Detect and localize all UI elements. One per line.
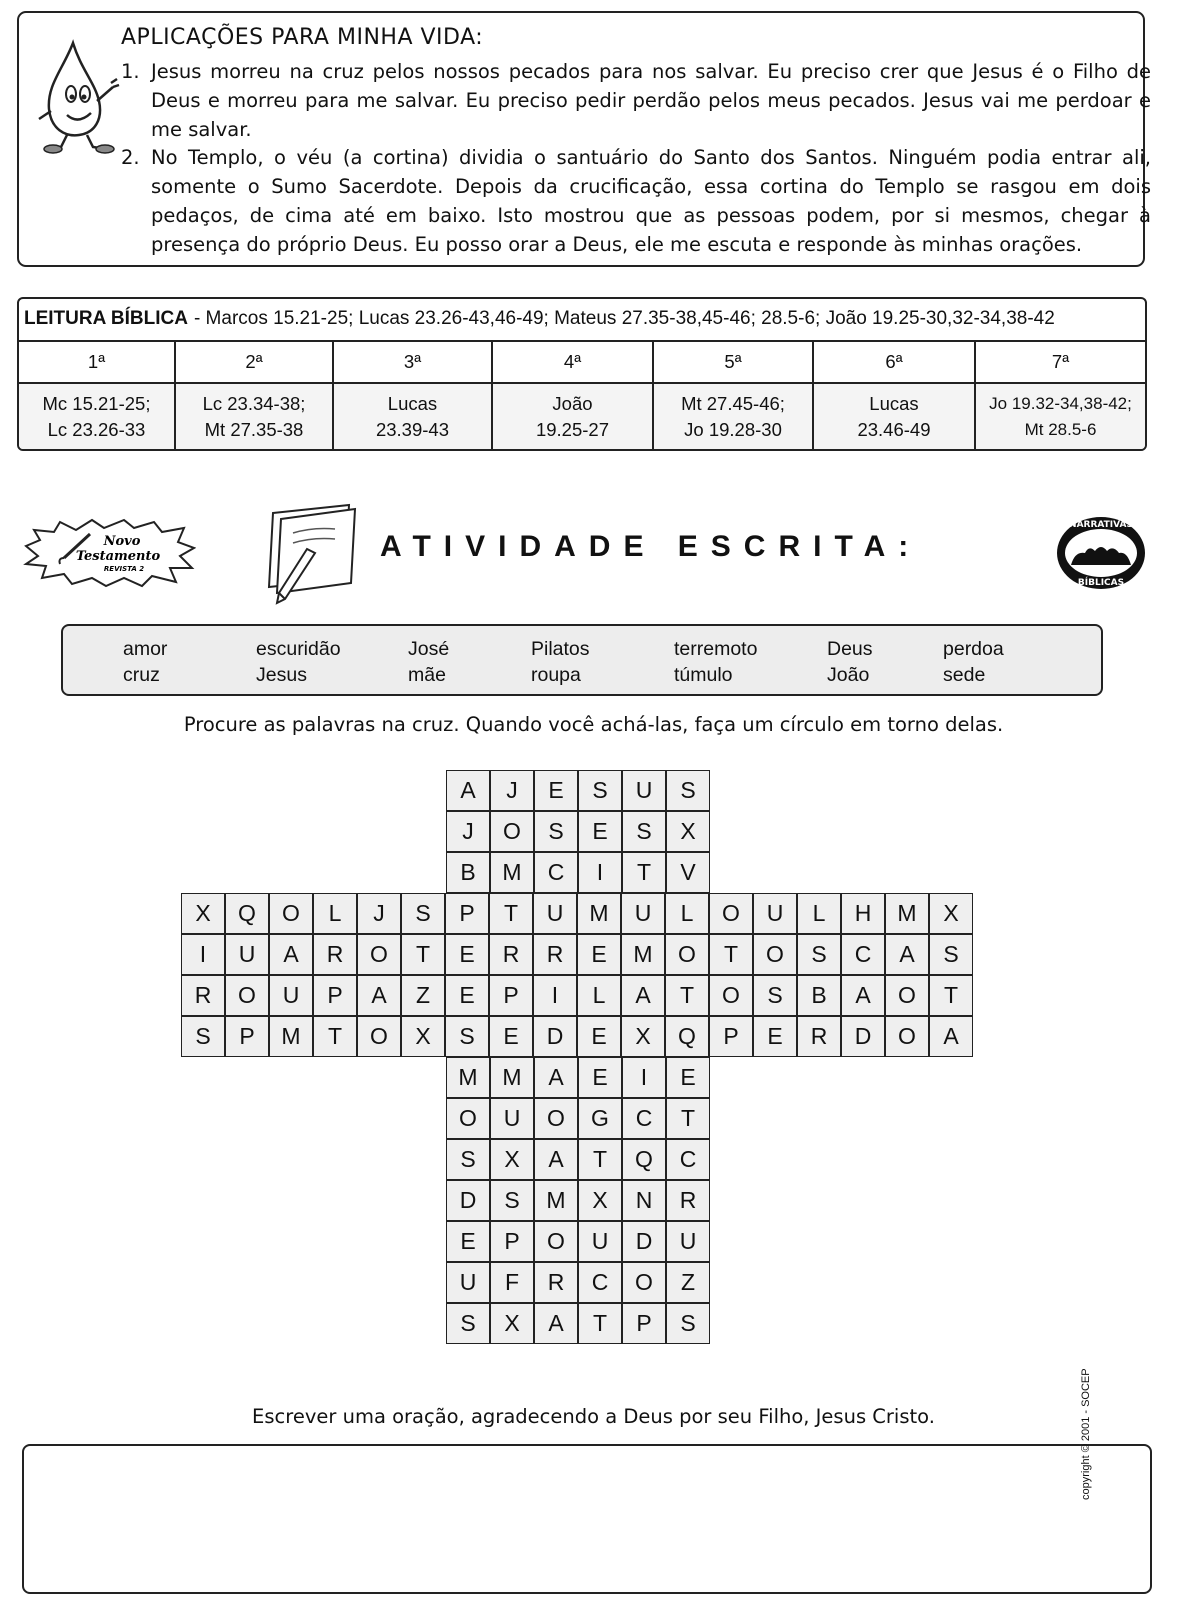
puzzle-cell[interactable]: D bbox=[841, 1016, 885, 1057]
day-cell: 4ª bbox=[493, 342, 654, 382]
puzzle-cell[interactable]: E bbox=[534, 770, 578, 811]
puzzle-cell[interactable]: T bbox=[578, 1303, 622, 1344]
puzzle-cell[interactable]: I bbox=[622, 1057, 666, 1098]
puzzle-cell[interactable]: X bbox=[929, 893, 973, 934]
puzzle-cell[interactable]: X bbox=[181, 893, 225, 934]
water-drop-mascot-icon bbox=[33, 39, 123, 154]
puzzle-cell[interactable]: E bbox=[489, 1016, 533, 1057]
puzzle-cell[interactable]: M bbox=[269, 1016, 313, 1057]
puzzle-cell[interactable]: M bbox=[490, 852, 534, 893]
puzzle-cell[interactable]: X bbox=[401, 1016, 445, 1057]
puzzle-cell[interactable]: U bbox=[490, 1098, 534, 1139]
puzzle-cell[interactable]: M bbox=[446, 1057, 490, 1098]
puzzle-cell[interactable]: O bbox=[357, 934, 401, 975]
puzzle-cell[interactable]: Q bbox=[665, 1016, 709, 1057]
applications-box bbox=[17, 11, 1151, 267]
puzzle-cell[interactable]: O bbox=[269, 893, 313, 934]
puzzle-cell[interactable]: S bbox=[666, 770, 710, 811]
reading-references-row bbox=[19, 384, 1145, 450]
word-bank-word: sede bbox=[943, 664, 986, 686]
reading-passages: - Marcos 15.21-25; Lucas 23.26-43,46-49; Mateus 27.35-38,45-46; 28.5-6; João 19.25-30,32-34,38-42 bbox=[193, 308, 1055, 329]
puzzle-cell[interactable]: U bbox=[269, 975, 313, 1016]
prayer-instruction: Escrever uma oração, agradecendo a Deus por seu Filho, Jesus Cristo. bbox=[252, 1405, 935, 1428]
puzzle-cell[interactable]: S bbox=[401, 893, 445, 934]
puzzle-cell[interactable]: I bbox=[578, 852, 622, 893]
puzzle-cell[interactable]: J bbox=[357, 893, 401, 934]
puzzle-cell[interactable]: J bbox=[490, 770, 534, 811]
puzzle-cell[interactable]: Q bbox=[225, 893, 269, 934]
puzzle-cell[interactable]: R bbox=[489, 934, 533, 975]
puzzle-cell[interactable]: S bbox=[534, 811, 578, 852]
puzzle-cell[interactable]: G bbox=[578, 1098, 622, 1139]
word-bank-word: Deus bbox=[827, 638, 873, 660]
puzzle-cell[interactable]: U bbox=[225, 934, 269, 975]
puzzle-cell[interactable]: Q bbox=[622, 1139, 666, 1180]
puzzle-cell[interactable]: S bbox=[666, 1303, 710, 1344]
puzzle-cell[interactable]: A bbox=[534, 1303, 578, 1344]
logo-top-text: NARRATIVAS bbox=[1069, 520, 1133, 530]
application-item bbox=[121, 143, 1153, 263]
puzzle-cell[interactable]: T bbox=[929, 975, 973, 1016]
puzzle-cell[interactable]: E bbox=[578, 1057, 622, 1098]
word-bank-word: amor bbox=[123, 638, 168, 660]
puzzle-cell[interactable]: E bbox=[445, 934, 489, 975]
puzzle-cell[interactable]: A bbox=[929, 1016, 973, 1057]
puzzle-cell[interactable]: P bbox=[490, 1221, 534, 1262]
puzzle-cell[interactable]: E bbox=[577, 1016, 621, 1057]
puzzle-cell[interactable]: O bbox=[446, 1098, 490, 1139]
puzzle-cell[interactable]: T bbox=[665, 975, 709, 1016]
puzzle-cell[interactable]: T bbox=[578, 1139, 622, 1180]
puzzle-cell[interactable]: S bbox=[446, 1303, 490, 1344]
puzzle-cell[interactable]: L bbox=[665, 893, 709, 934]
puzzle-cell[interactable]: U bbox=[446, 1262, 490, 1303]
puzzle-cell[interactable]: E bbox=[753, 1016, 797, 1057]
badge-line1: Novo bbox=[103, 534, 141, 549]
reading-days-row bbox=[19, 342, 1145, 384]
puzzle-cell[interactable]: O bbox=[534, 1221, 578, 1262]
puzzle-cell[interactable]: M bbox=[885, 893, 929, 934]
reference-cell: Lucas 23.46-49 bbox=[814, 384, 976, 450]
puzzle-cell[interactable]: B bbox=[797, 975, 841, 1016]
puzzle-cell[interactable]: U bbox=[533, 893, 577, 934]
puzzle-cell[interactable]: D bbox=[533, 1016, 577, 1057]
puzzle-cell[interactable]: S bbox=[929, 934, 973, 975]
puzzle-cell[interactable]: X bbox=[666, 811, 710, 852]
puzzle-cell[interactable]: O bbox=[665, 934, 709, 975]
puzzle-cell[interactable]: T bbox=[401, 934, 445, 975]
puzzle-cell[interactable]: R bbox=[313, 934, 357, 975]
puzzle-cell[interactable]: P bbox=[445, 893, 489, 934]
puzzle-cell[interactable]: N bbox=[622, 1180, 666, 1221]
badge-line3: REVISTA 2 bbox=[103, 565, 145, 573]
puzzle-cell[interactable]: A bbox=[885, 934, 929, 975]
puzzle-cell[interactable]: E bbox=[445, 975, 489, 1016]
reference-cell: Lucas 23.39-43 bbox=[334, 384, 493, 450]
puzzle-cell[interactable]: S bbox=[578, 770, 622, 811]
reference-cell: Mt 27.45-46; Jo 19.28-30 bbox=[654, 384, 814, 450]
word-bank bbox=[61, 624, 1103, 696]
paper-pencil-icon bbox=[263, 503, 361, 607]
puzzle-cell[interactable]: O bbox=[709, 893, 753, 934]
puzzle-cell[interactable]: M bbox=[490, 1057, 534, 1098]
puzzle-cell[interactable]: O bbox=[225, 975, 269, 1016]
puzzle-cell[interactable]: P bbox=[709, 1016, 753, 1057]
reference-cell: João 19.25-27 bbox=[493, 384, 654, 450]
puzzle-cell[interactable]: E bbox=[666, 1057, 710, 1098]
puzzle-cell[interactable]: A bbox=[534, 1139, 578, 1180]
puzzle-cell[interactable]: R bbox=[797, 1016, 841, 1057]
puzzle-cell[interactable]: U bbox=[666, 1221, 710, 1262]
puzzle-cell[interactable]: T bbox=[666, 1098, 710, 1139]
narrativas-biblicas-logo bbox=[1055, 513, 1147, 593]
puzzle-cell[interactable]: O bbox=[753, 934, 797, 975]
day-cell: 7ª bbox=[1051, 351, 1070, 372]
puzzle-cell[interactable]: O bbox=[885, 975, 929, 1016]
logo-bottom-text: BÍBLICAS bbox=[1077, 578, 1125, 588]
word-bank-word: José bbox=[408, 638, 450, 660]
puzzle-cell[interactable]: O bbox=[490, 811, 534, 852]
reading-header bbox=[19, 299, 1145, 342]
word-bank-word: escuridão bbox=[256, 638, 341, 660]
puzzle-cell[interactable]: S bbox=[181, 1016, 225, 1057]
day-cell: 1ª bbox=[19, 342, 176, 382]
puzzle-cell[interactable]: A bbox=[534, 1057, 578, 1098]
day-cell: 5ª bbox=[654, 342, 814, 382]
word-bank-word: João bbox=[827, 664, 870, 686]
puzzle-cell[interactable]: E bbox=[578, 811, 622, 852]
puzzle-cell[interactable]: X bbox=[621, 1016, 665, 1057]
prayer-writing-area[interactable] bbox=[22, 1444, 1152, 1594]
puzzle-cell[interactable]: R bbox=[666, 1180, 710, 1221]
puzzle-cell[interactable]: I bbox=[533, 975, 577, 1016]
puzzle-cell[interactable]: U bbox=[753, 893, 797, 934]
puzzle-cell[interactable]: P bbox=[489, 975, 533, 1016]
puzzle-cell[interactable]: E bbox=[577, 934, 621, 975]
puzzle-cell[interactable]: S bbox=[490, 1180, 534, 1221]
puzzle-cell[interactable]: R bbox=[181, 975, 225, 1016]
applications-title: APLICAÇÕES PARA MINHA VIDA: bbox=[121, 25, 484, 50]
activity-title: ATIVIDADE ESCRITA: bbox=[380, 530, 922, 563]
puzzle-cell[interactable]: A bbox=[621, 975, 665, 1016]
item-text: Jesus morreu na cruz pelos nossos pecados para nos salvar. Eu preciso crer que Jesus é o Filho de Deus e morreu para me salvar. Eu preciso pedir perdão pelos meus pecados. Jesus vai me perdoar e me salvar. bbox=[151, 60, 1151, 141]
puzzle-cell[interactable]: O bbox=[622, 1262, 666, 1303]
puzzle-cell[interactable]: P bbox=[313, 975, 357, 1016]
puzzle-cell[interactable]: D bbox=[446, 1180, 490, 1221]
puzzle-cell[interactable]: E bbox=[446, 1221, 490, 1262]
item-number: 1. bbox=[121, 60, 140, 83]
puzzle-cell[interactable]: O bbox=[885, 1016, 929, 1057]
puzzle-cell[interactable]: A bbox=[357, 975, 401, 1016]
word-bank-word: terremoto bbox=[674, 638, 758, 660]
puzzle-cell[interactable]: S bbox=[446, 1139, 490, 1180]
word-bank-word: cruz bbox=[123, 664, 160, 686]
puzzle-cell[interactable]: R bbox=[533, 934, 577, 975]
puzzle-cell[interactable]: M bbox=[621, 934, 665, 975]
puzzle-cell[interactable]: U bbox=[578, 1221, 622, 1262]
application-item bbox=[121, 57, 1153, 147]
word-bank-word: mãe bbox=[408, 664, 446, 686]
reference-cell: Lc 23.34-38; Mt 27.35-38 bbox=[176, 384, 334, 450]
puzzle-cell[interactable]: L bbox=[313, 893, 357, 934]
puzzle-cell[interactable]: O bbox=[357, 1016, 401, 1057]
puzzle-cell[interactable]: D bbox=[622, 1221, 666, 1262]
day-cell: 6ª bbox=[814, 342, 976, 382]
puzzle-cell[interactable]: O bbox=[534, 1098, 578, 1139]
puzzle-cell[interactable]: V bbox=[666, 852, 710, 893]
puzzle-cell[interactable]: X bbox=[578, 1180, 622, 1221]
puzzle-cell[interactable]: T bbox=[709, 934, 753, 975]
puzzle-cell[interactable]: U bbox=[622, 770, 666, 811]
novo-testamento-badge bbox=[20, 518, 196, 588]
reference-cell: Mc 15.21-25; Lc 23.26-33 bbox=[19, 384, 176, 450]
puzzle-cell[interactable]: C bbox=[841, 934, 885, 975]
word-bank-word: Pilatos bbox=[531, 638, 590, 660]
puzzle-cell[interactable]: Z bbox=[666, 1262, 710, 1303]
puzzle-cell[interactable]: M bbox=[534, 1180, 578, 1221]
puzzle-cell[interactable]: A bbox=[841, 975, 885, 1016]
puzzle-cell[interactable]: I bbox=[181, 934, 225, 975]
puzzle-cell[interactable]: C bbox=[622, 1098, 666, 1139]
puzzle-cell[interactable]: J bbox=[446, 811, 490, 852]
puzzle-cell[interactable]: T bbox=[622, 852, 666, 893]
copyright-notice: copyright © 2001 - SOCEP bbox=[1080, 1368, 1092, 1500]
day-cell: 3ª bbox=[334, 342, 493, 382]
reading-label: LEITURA BÍBLICA bbox=[24, 308, 188, 329]
puzzle-cell[interactable]: T bbox=[313, 1016, 357, 1057]
puzzle-cell[interactable]: L bbox=[577, 975, 621, 1016]
word-bank-word: túmulo bbox=[674, 664, 733, 686]
puzzle-cell[interactable]: Z bbox=[401, 975, 445, 1016]
item-number: 2. bbox=[121, 146, 140, 169]
puzzle-cell[interactable]: S bbox=[753, 975, 797, 1016]
puzzle-cell[interactable]: P bbox=[225, 1016, 269, 1057]
puzzle-cell[interactable]: M bbox=[577, 893, 621, 934]
puzzle-cell[interactable]: X bbox=[490, 1139, 534, 1180]
puzzle-cell[interactable]: S bbox=[445, 1016, 489, 1057]
reference-cell: Jo 19.32-34,38-42; Mt 28.5-6 bbox=[976, 384, 1145, 450]
puzzle-cell[interactable]: A bbox=[269, 934, 313, 975]
puzzle-instruction: Procure as palavras na cruz. Quando você achá-las, faça um círculo em torno delas. bbox=[183, 713, 1004, 736]
puzzle-cell[interactable]: P bbox=[622, 1303, 666, 1344]
puzzle-cell[interactable]: S bbox=[622, 811, 666, 852]
puzzle-cell[interactable]: R bbox=[534, 1262, 578, 1303]
bible-reading-table bbox=[17, 297, 1147, 451]
puzzle-cell[interactable]: L bbox=[797, 893, 841, 934]
word-bank-word: roupa bbox=[531, 664, 581, 686]
puzzle-cell[interactable]: U bbox=[621, 893, 665, 934]
puzzle-cell[interactable]: O bbox=[709, 975, 753, 1016]
puzzle-cell[interactable]: S bbox=[797, 934, 841, 975]
puzzle-cell[interactable]: T bbox=[489, 893, 533, 934]
puzzle-cell[interactable]: C bbox=[578, 1262, 622, 1303]
puzzle-cell[interactable]: H bbox=[841, 893, 885, 934]
day-cell: 2ª bbox=[176, 342, 334, 382]
puzzle-cell[interactable]: B bbox=[446, 852, 490, 893]
puzzle-cell[interactable]: X bbox=[490, 1303, 534, 1344]
word-bank-word: perdoa bbox=[943, 638, 1004, 660]
puzzle-cell[interactable]: A bbox=[446, 770, 490, 811]
puzzle-cell[interactable]: F bbox=[490, 1262, 534, 1303]
puzzle-cell[interactable]: C bbox=[666, 1139, 710, 1180]
item-text: No Templo, o véu (a cortina) dividia o santuário do Santo dos Santos. Ninguém podia entrar ali, somente o Sumo Sacerdote. Depois da crucificação, essa cortina do Templo se rasgou em dois pedaços, de cima até em baixo. Isto mostrou que as pessoas podem, por si mesmos, chegar à presença do próprio Deus. Eu posso orar a Deus, ele me escuta e responde às minhas orações. bbox=[151, 146, 1151, 256]
puzzle-cell[interactable]: C bbox=[534, 852, 578, 893]
badge-line2: Testamento bbox=[75, 549, 161, 564]
word-bank-word: Jesus bbox=[256, 664, 307, 686]
